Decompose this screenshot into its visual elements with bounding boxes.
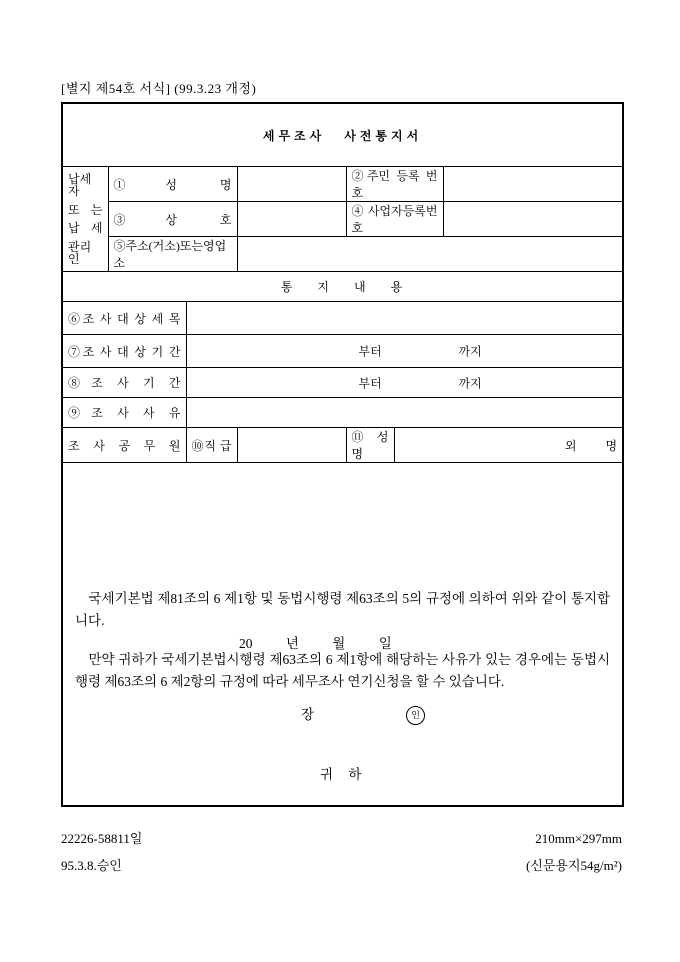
form-reference-note: [별지 제54호 서식] (99.3.23 개정) xyxy=(61,81,257,96)
investigation-period-from-label: 부터 xyxy=(358,376,382,390)
taxpayer-side-label xyxy=(62,167,108,272)
footer-approval-date: 95.3.8.승인 xyxy=(61,858,122,873)
official-others-label: 외 명 xyxy=(394,428,623,463)
target-period-label: ⑦조 사 대 상 기 간 xyxy=(62,335,186,368)
legal-paragraph-1: 국세기본법 제81조의 6 제1항 및 동법시행령 제63조의 5의 규정에 의하여 위와 같이 통지합니다. xyxy=(75,590,611,628)
side-label-line: 납 세 xyxy=(68,221,103,236)
notice-contents-header: 통 지 내 용 xyxy=(62,272,623,302)
target-period-to-label: 까지 xyxy=(458,344,482,359)
investigation-reason-label: ⑨조 사 사 유 xyxy=(62,398,186,428)
investigation-reason-value-cell[interactable] xyxy=(186,398,623,428)
trade-name-value-cell[interactable] xyxy=(237,202,346,237)
business-no-label: ④사업자등록번호 xyxy=(346,202,443,237)
notice-form-table xyxy=(61,102,624,807)
target-items-label: ⑥조 사 대 상 세 목 xyxy=(62,302,186,335)
trade-name-label: ③상 호 xyxy=(108,202,237,237)
footer-paper-spec: (신문용지54g/m²) xyxy=(525,858,622,873)
form-title: 세무조사 사전통지서 xyxy=(62,103,623,167)
official-name-label: ⑪성 명 xyxy=(346,428,394,463)
side-label-line: 납세자 xyxy=(68,172,92,198)
resident-no-value-cell[interactable] xyxy=(443,167,623,202)
investigation-period-label: ⑧조 사 기 간 xyxy=(62,368,186,398)
signature-line xyxy=(301,703,425,725)
name-label: ①성 명 xyxy=(108,167,237,202)
target-period-from-label: 부터 xyxy=(358,344,382,359)
address-value-cell[interactable] xyxy=(237,237,623,272)
resident-no-label: ②주민 등록 번호 xyxy=(346,167,443,202)
issuer-title: 장 xyxy=(301,707,315,722)
legal-paragraph-2: 만약 귀하가 국세기본법시행령 제63조의 6 제1항에 해당하는 사유가 있는 경우에는 동법시행령 제63조의 6 제2항의 규정에 따라 세무조사 연기신청을 할 수 있습니다. xyxy=(75,651,611,690)
investigation-period-to-label: 까지 xyxy=(458,376,482,390)
seal-icon: 인 xyxy=(406,706,425,725)
business-no-value-cell[interactable] xyxy=(443,202,623,237)
address-label: ⑤주소(거소)또는영업소 xyxy=(108,237,237,272)
official-rank-label: ⑩직 급 xyxy=(186,428,237,463)
footer-form-code: 22226-58811일 xyxy=(61,831,143,846)
target-items-value-cell[interactable] xyxy=(186,302,623,335)
date-line: 20 년 월 일 xyxy=(239,636,392,651)
name-value-cell[interactable] xyxy=(237,167,346,202)
form-footer xyxy=(61,825,622,879)
footer-paper-size: 210mm×297mm xyxy=(535,831,622,846)
investigation-period-value-cell[interactable] xyxy=(186,368,623,398)
side-label-line: 또 는 xyxy=(68,202,103,217)
notice-body-cell xyxy=(62,463,623,807)
official-label: 조 사 공 무 원 xyxy=(62,428,186,463)
target-period-value-cell[interactable] xyxy=(186,335,623,368)
recipient-line: 귀 하 xyxy=(320,767,362,782)
side-label-line: 관리인 xyxy=(68,239,92,266)
official-rank-value-cell[interactable] xyxy=(237,428,346,463)
